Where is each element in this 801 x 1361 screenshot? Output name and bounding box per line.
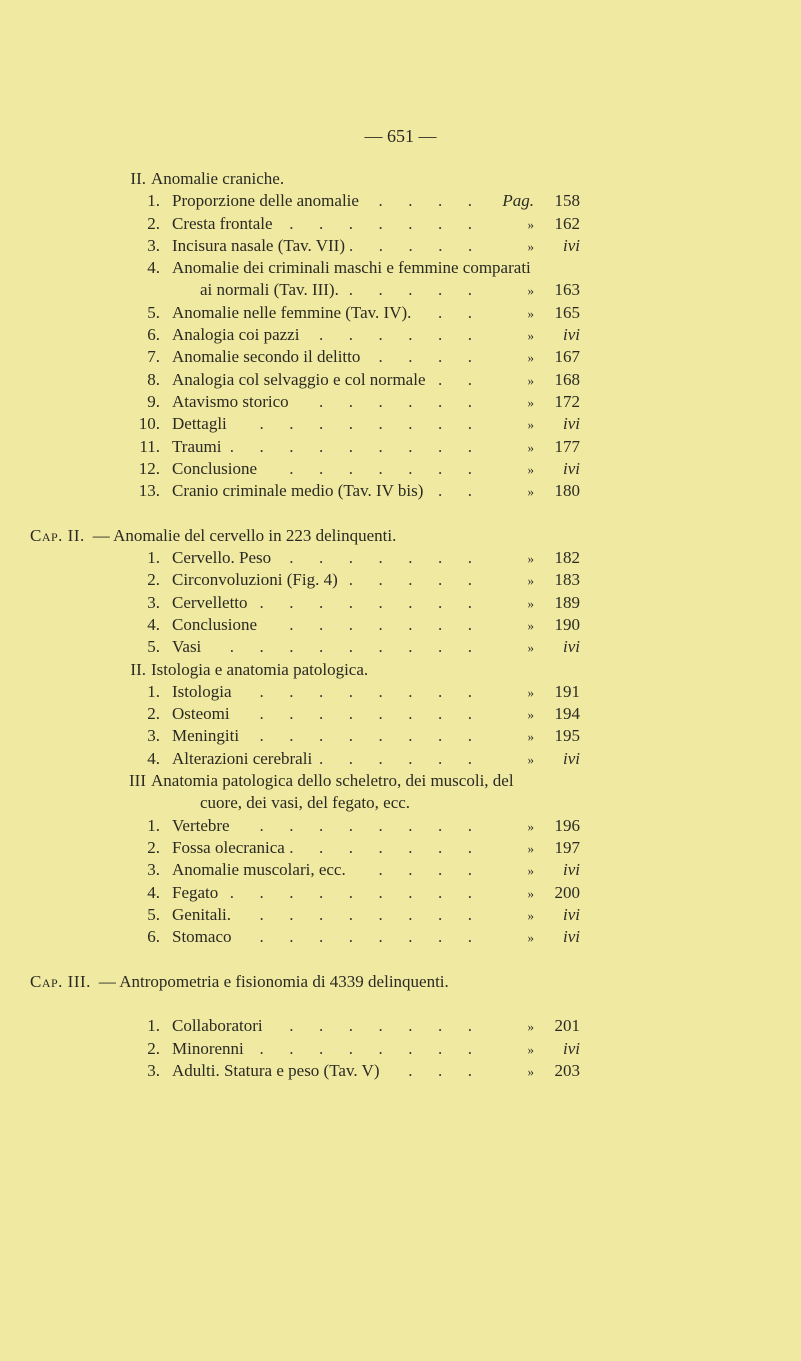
toc-entry: [0, 257, 580, 279]
dot-leader: . . . . . . . .: [259, 927, 472, 947]
entry-number: 12.: [138, 458, 160, 478]
page-number-ref[interactable]: 191: [554, 681, 580, 701]
page-number-ref[interactable]: 180: [554, 481, 580, 501]
entry-label: Dettagli: [172, 414, 227, 434]
entry-label: Traumi: [172, 436, 222, 456]
page-number-ref[interactable]: ivi: [563, 235, 580, 255]
entry-label: Anomalie nelle femmine (Tav. IV).: [172, 302, 412, 322]
toc-entry: [0, 1038, 580, 1060]
entry-label: Meningiti: [172, 726, 240, 746]
entry-number: 1.: [147, 548, 160, 568]
ditto-mark: »: [527, 1019, 534, 1035]
entry-number: 2.: [147, 213, 160, 233]
entry-number: 6.: [147, 325, 160, 345]
page-ref-column: [476, 547, 540, 570]
entry-label: Collaboratori: [172, 1016, 263, 1036]
entry-label: Minorenni: [172, 1038, 244, 1058]
toc-entry: [0, 592, 580, 614]
page-ref-column: [476, 725, 540, 748]
ditto-mark: »: [527, 328, 534, 344]
toc-entry: [0, 681, 580, 703]
entry-number: 2.: [147, 570, 160, 590]
dot-leader: . . . . . . . .: [259, 1038, 472, 1058]
entry-number: 4.: [147, 258, 160, 278]
page-ref-column: [476, 859, 540, 882]
toc-entry: [0, 436, 580, 458]
ditto-mark: »: [527, 283, 534, 299]
dot-leader: . . . . . . . .: [259, 726, 472, 746]
entry-label: Cervelletto: [172, 592, 248, 612]
ditto-mark: »: [527, 417, 534, 433]
toc-entry: [0, 213, 580, 235]
toc-entry: [0, 1015, 580, 1037]
page-number-ref[interactable]: ivi: [563, 904, 580, 924]
toc-entry: [0, 1060, 580, 1082]
entry-number: 5.: [147, 637, 160, 657]
toc-entry: [0, 302, 580, 324]
section-number: II.: [130, 169, 146, 188]
page-ref-column: [476, 436, 540, 459]
dot-leader: . . . . . . . .: [259, 592, 472, 612]
page-number-ref[interactable]: 194: [554, 704, 580, 724]
ditto-mark: »: [527, 840, 534, 856]
entry-number: 1.: [147, 815, 160, 835]
ditto-mark: »: [527, 930, 534, 946]
entry-label: Vertebre: [172, 815, 230, 835]
chapter-heading: [0, 971, 760, 993]
page-ref-column: [476, 302, 540, 325]
page-ref-column: [476, 458, 540, 481]
chapter-heading: [0, 525, 760, 547]
page-number-ref[interactable]: ivi: [563, 748, 580, 768]
page-number-ref[interactable]: 200: [554, 882, 580, 902]
section-heading: [0, 168, 760, 190]
toc-entry: [0, 279, 580, 301]
ditto-mark: »: [527, 595, 534, 611]
entry-label: Cresta frontale: [172, 213, 273, 233]
entry-label: Anomalie dei criminali maschi e femmine comparati: [172, 258, 531, 278]
ditto-mark: »: [527, 573, 534, 589]
chapter-label: Cap. III.: [30, 971, 91, 991]
page-ref-column: [476, 369, 540, 392]
section-title: Anomalie craniche.: [151, 169, 285, 188]
page-ref-column: [476, 1015, 540, 1038]
ditto-mark: »: [527, 863, 534, 879]
toc-entry: [0, 458, 580, 480]
dot-leader: . . . . . . . . .: [229, 882, 472, 902]
dot-leader: . . . . . .: [319, 325, 472, 345]
page-ref-column: [476, 681, 540, 704]
entry-number: 9.: [147, 391, 160, 411]
entry-number: 2.: [147, 1038, 160, 1058]
entry-number: 11.: [139, 436, 160, 456]
entry-label: Anomalie muscolari, ecc.: [172, 860, 346, 880]
ditto-mark: »: [527, 617, 534, 633]
page-ref-column: [476, 926, 540, 949]
page-number-ref[interactable]: 190: [554, 614, 580, 634]
ditto-mark: »: [527, 216, 534, 232]
entry-number: 3.: [147, 860, 160, 880]
entry-label: Analogia col selvaggio e col normale: [172, 369, 426, 389]
ditto-mark: »: [527, 350, 534, 366]
page-ref-column: [476, 213, 540, 236]
page-ref-column: [476, 904, 540, 927]
entry-number: 13.: [138, 481, 160, 501]
dot-leader: . . . . . . .: [289, 837, 472, 857]
ditto-mark: »: [527, 818, 534, 834]
page-number-ref[interactable]: 182: [554, 548, 580, 568]
dot-leader: . . . . . . .: [289, 1016, 472, 1036]
entry-label: Analogia coi pazzi: [172, 325, 300, 345]
entry-label: Proporzione delle anomalie: [172, 191, 359, 211]
dot-leader: . . . .: [378, 347, 472, 367]
toc-entry: [0, 547, 580, 569]
page-ref-column: [476, 837, 540, 860]
entry-number: 3.: [147, 1060, 160, 1080]
page-number-ref[interactable]: ivi: [563, 1038, 580, 1058]
entry-number: 5.: [147, 302, 160, 322]
dot-leader: . . . . . . . .: [259, 681, 472, 701]
entry-number: 5.: [147, 904, 160, 924]
entry-number: 4.: [147, 748, 160, 768]
page-number-ref[interactable]: 163: [554, 280, 580, 300]
ditto-mark: »: [527, 707, 534, 723]
ditto-mark: »: [527, 684, 534, 700]
page-ref-label: Pag.: [502, 191, 534, 211]
entry-number: 7.: [147, 347, 160, 367]
page-ref-column: [476, 748, 540, 771]
page-number-ref[interactable]: 168: [554, 369, 580, 389]
dot-leader: . . . . . .: [319, 748, 472, 768]
entry-label: Cranio criminale medio (Tav. IV bis): [172, 481, 424, 501]
ditto-mark: »: [527, 1041, 534, 1057]
section-number: III: [129, 771, 146, 791]
entry-label: Fossa olecranica: [172, 837, 285, 857]
chapter-label: Cap. II.: [30, 525, 85, 545]
chapter-title: — Antropometria e fisionomia di 4339 delinquenti.: [98, 971, 449, 991]
page-ref-column: [476, 235, 540, 258]
blank-line: [0, 502, 580, 524]
dot-leader: . . . . .: [348, 570, 472, 590]
page-number-ref[interactable]: 162: [554, 213, 580, 233]
page-ref-column: [476, 703, 540, 726]
toc-entry: [0, 324, 580, 346]
page-number-ref[interactable]: 172: [554, 391, 580, 411]
entry-label: Vasi: [172, 637, 202, 657]
entry-number: 3.: [147, 235, 160, 255]
entry-number: 3.: [147, 726, 160, 746]
section-number: II.: [130, 659, 146, 679]
page-ref-column: [476, 190, 540, 212]
page-number-ref[interactable]: ivi: [563, 414, 580, 434]
toc-entry: [0, 480, 580, 502]
toc-entry: [0, 792, 580, 814]
page-number: — 651 —: [364, 126, 437, 146]
entry-label: Fegato: [172, 882, 219, 902]
section-title: Istologia e anatomia patologica.: [151, 659, 369, 679]
toc-entry: [0, 904, 580, 926]
entry-label: Stomaco: [172, 927, 232, 947]
toc-entry: [0, 837, 580, 859]
ditto-mark: »: [527, 439, 534, 455]
ditto-mark: »: [527, 372, 534, 388]
page-ref-column: [476, 614, 540, 637]
toc-entry: [0, 369, 580, 391]
page-number-ref[interactable]: 189: [554, 592, 580, 612]
page-ref-column: [476, 413, 540, 436]
page-number-ref[interactable]: ivi: [563, 637, 580, 657]
chapter-title: — Anomalie del cervello in 223 delinquenti.: [92, 525, 397, 545]
page-number-ref[interactable]: 201: [554, 1016, 580, 1036]
entry-label: Istologia: [172, 681, 232, 701]
dot-leader: . . . . . . . . .: [229, 436, 472, 456]
toc-entry: [0, 859, 580, 881]
toc-entry: [0, 569, 580, 591]
entry-label: Adulti. Statura e peso (Tav. V): [172, 1060, 380, 1080]
page-ref-column: [476, 391, 540, 414]
entry-label: Conclusione: [172, 614, 257, 634]
dot-leader: . . . . . . . .: [259, 815, 472, 835]
toc-entry: [0, 391, 580, 413]
dot-leader: . . . . . . .: [289, 614, 472, 634]
entry-number: 4.: [147, 614, 160, 634]
dot-leader: . . . . .: [348, 280, 472, 300]
ditto-mark: »: [527, 1063, 534, 1079]
page-ref-column: [476, 592, 540, 615]
dot-leader: . . . . . . . .: [259, 414, 472, 434]
entry-number: 1.: [147, 1016, 160, 1036]
toc-entry: [0, 190, 580, 212]
entry-number: 10.: [138, 414, 160, 434]
page-ref-column: [476, 324, 540, 347]
entry-number: 2.: [147, 837, 160, 857]
dot-leader: . . . . . . .: [289, 548, 472, 568]
page-ref-column: [476, 279, 540, 302]
page-number-ref[interactable]: 196: [554, 815, 580, 835]
ditto-mark: »: [527, 551, 534, 567]
page-ref-column: [476, 480, 540, 503]
entry-label: Conclusione: [172, 458, 257, 478]
entry-label: Circonvoluzioni (Fig. 4): [172, 570, 338, 590]
page-number-ref[interactable]: 197: [554, 837, 580, 857]
ditto-mark: »: [527, 394, 534, 410]
dot-leader: . . . . . . .: [289, 213, 472, 233]
page-ref-column: [476, 815, 540, 838]
entry-label: Genitali.: [172, 904, 232, 924]
page-number-ref[interactable]: ivi: [563, 325, 580, 345]
ditto-mark: »: [527, 238, 534, 254]
toc-entry: [0, 346, 580, 368]
entry-label: Incisura nasale (Tav. VII): [172, 235, 345, 255]
page-number-ref[interactable]: ivi: [563, 927, 580, 947]
page-number-ref[interactable]: 177: [554, 436, 580, 456]
entry-label-continued: cuore, dei vasi, del fegato, ecc.: [200, 793, 411, 813]
toc-entry: [0, 926, 580, 948]
ditto-mark: »: [527, 305, 534, 321]
toc-entry: [0, 636, 580, 658]
entry-number: 4.: [147, 882, 160, 902]
entry-label: Cervello. Peso: [172, 548, 272, 568]
page-ref-column: [476, 636, 540, 659]
page-ref-column: [476, 882, 540, 905]
entry-number: 1.: [147, 681, 160, 701]
dot-leader: . . . . . . . . .: [229, 637, 472, 657]
ditto-mark: »: [527, 484, 534, 500]
toc-entry: [0, 703, 580, 725]
entry-number: 2.: [147, 704, 160, 724]
toc-entry: [0, 235, 580, 257]
page-number-ref[interactable]: 195: [554, 726, 580, 746]
toc-entry: [0, 413, 580, 435]
toc-entry: [0, 614, 580, 636]
dot-leader: . . . .: [378, 191, 472, 211]
ditto-mark: »: [527, 729, 534, 745]
page-number-ref[interactable]: 203: [554, 1060, 580, 1080]
page-ref-column: [476, 1060, 540, 1083]
entry-label-continued: ai normali (Tav. III).: [200, 280, 339, 300]
dot-leader: . . . . .: [348, 235, 473, 255]
page-ref-column: [476, 1038, 540, 1061]
page-number-ref[interactable]: 165: [554, 302, 580, 322]
table-of-contents: [0, 168, 801, 1082]
section-title: Anatomia patologica dello scheletro, dei muscoli, del: [151, 771, 514, 791]
dot-leader: . . . . . . . .: [259, 904, 472, 924]
ditto-mark: »: [527, 751, 534, 767]
page-number-ref[interactable]: 183: [554, 570, 580, 590]
dot-leader: . .: [438, 481, 472, 501]
ditto-mark: »: [527, 461, 534, 477]
entry-label: Anomalie secondo il delitto: [172, 347, 361, 367]
toc-entry: [0, 815, 580, 837]
entry-number: 3.: [147, 592, 160, 612]
entry-label: Alterazioni cerebrali: [172, 748, 313, 768]
blank-line: [0, 993, 580, 1015]
toc-entry: [0, 725, 580, 747]
entry-number: 8.: [147, 369, 160, 389]
section-heading: [0, 659, 760, 681]
entry-number: 6.: [147, 927, 160, 947]
section-heading: [0, 770, 760, 792]
dot-leader: . . . . . . . .: [259, 704, 472, 724]
dot-leader: . . . . . .: [319, 391, 472, 411]
dot-leader: . .: [438, 369, 472, 389]
dot-leader: . . . . . . .: [289, 458, 472, 478]
page-number-ref[interactable]: 167: [554, 347, 580, 367]
page-ref-column: [476, 569, 540, 592]
ditto-mark: »: [527, 640, 534, 656]
dot-leader: . .: [438, 302, 472, 322]
page-number-ref[interactable]: ivi: [563, 860, 580, 880]
entry-number: 1.: [147, 191, 160, 211]
page-number-ref[interactable]: 158: [554, 191, 580, 211]
page-ref-column: [476, 346, 540, 369]
dot-leader: . . .: [408, 1060, 472, 1080]
dot-leader: . . . .: [378, 860, 472, 880]
ditto-mark: »: [527, 907, 534, 923]
toc-entry: [0, 882, 580, 904]
page-number-ref[interactable]: ivi: [563, 458, 580, 478]
blank-line: [0, 948, 580, 970]
ditto-mark: »: [527, 885, 534, 901]
entry-label: Atavismo storico: [172, 391, 289, 411]
entry-label: Osteomi: [172, 704, 230, 724]
toc-entry: [0, 748, 580, 770]
